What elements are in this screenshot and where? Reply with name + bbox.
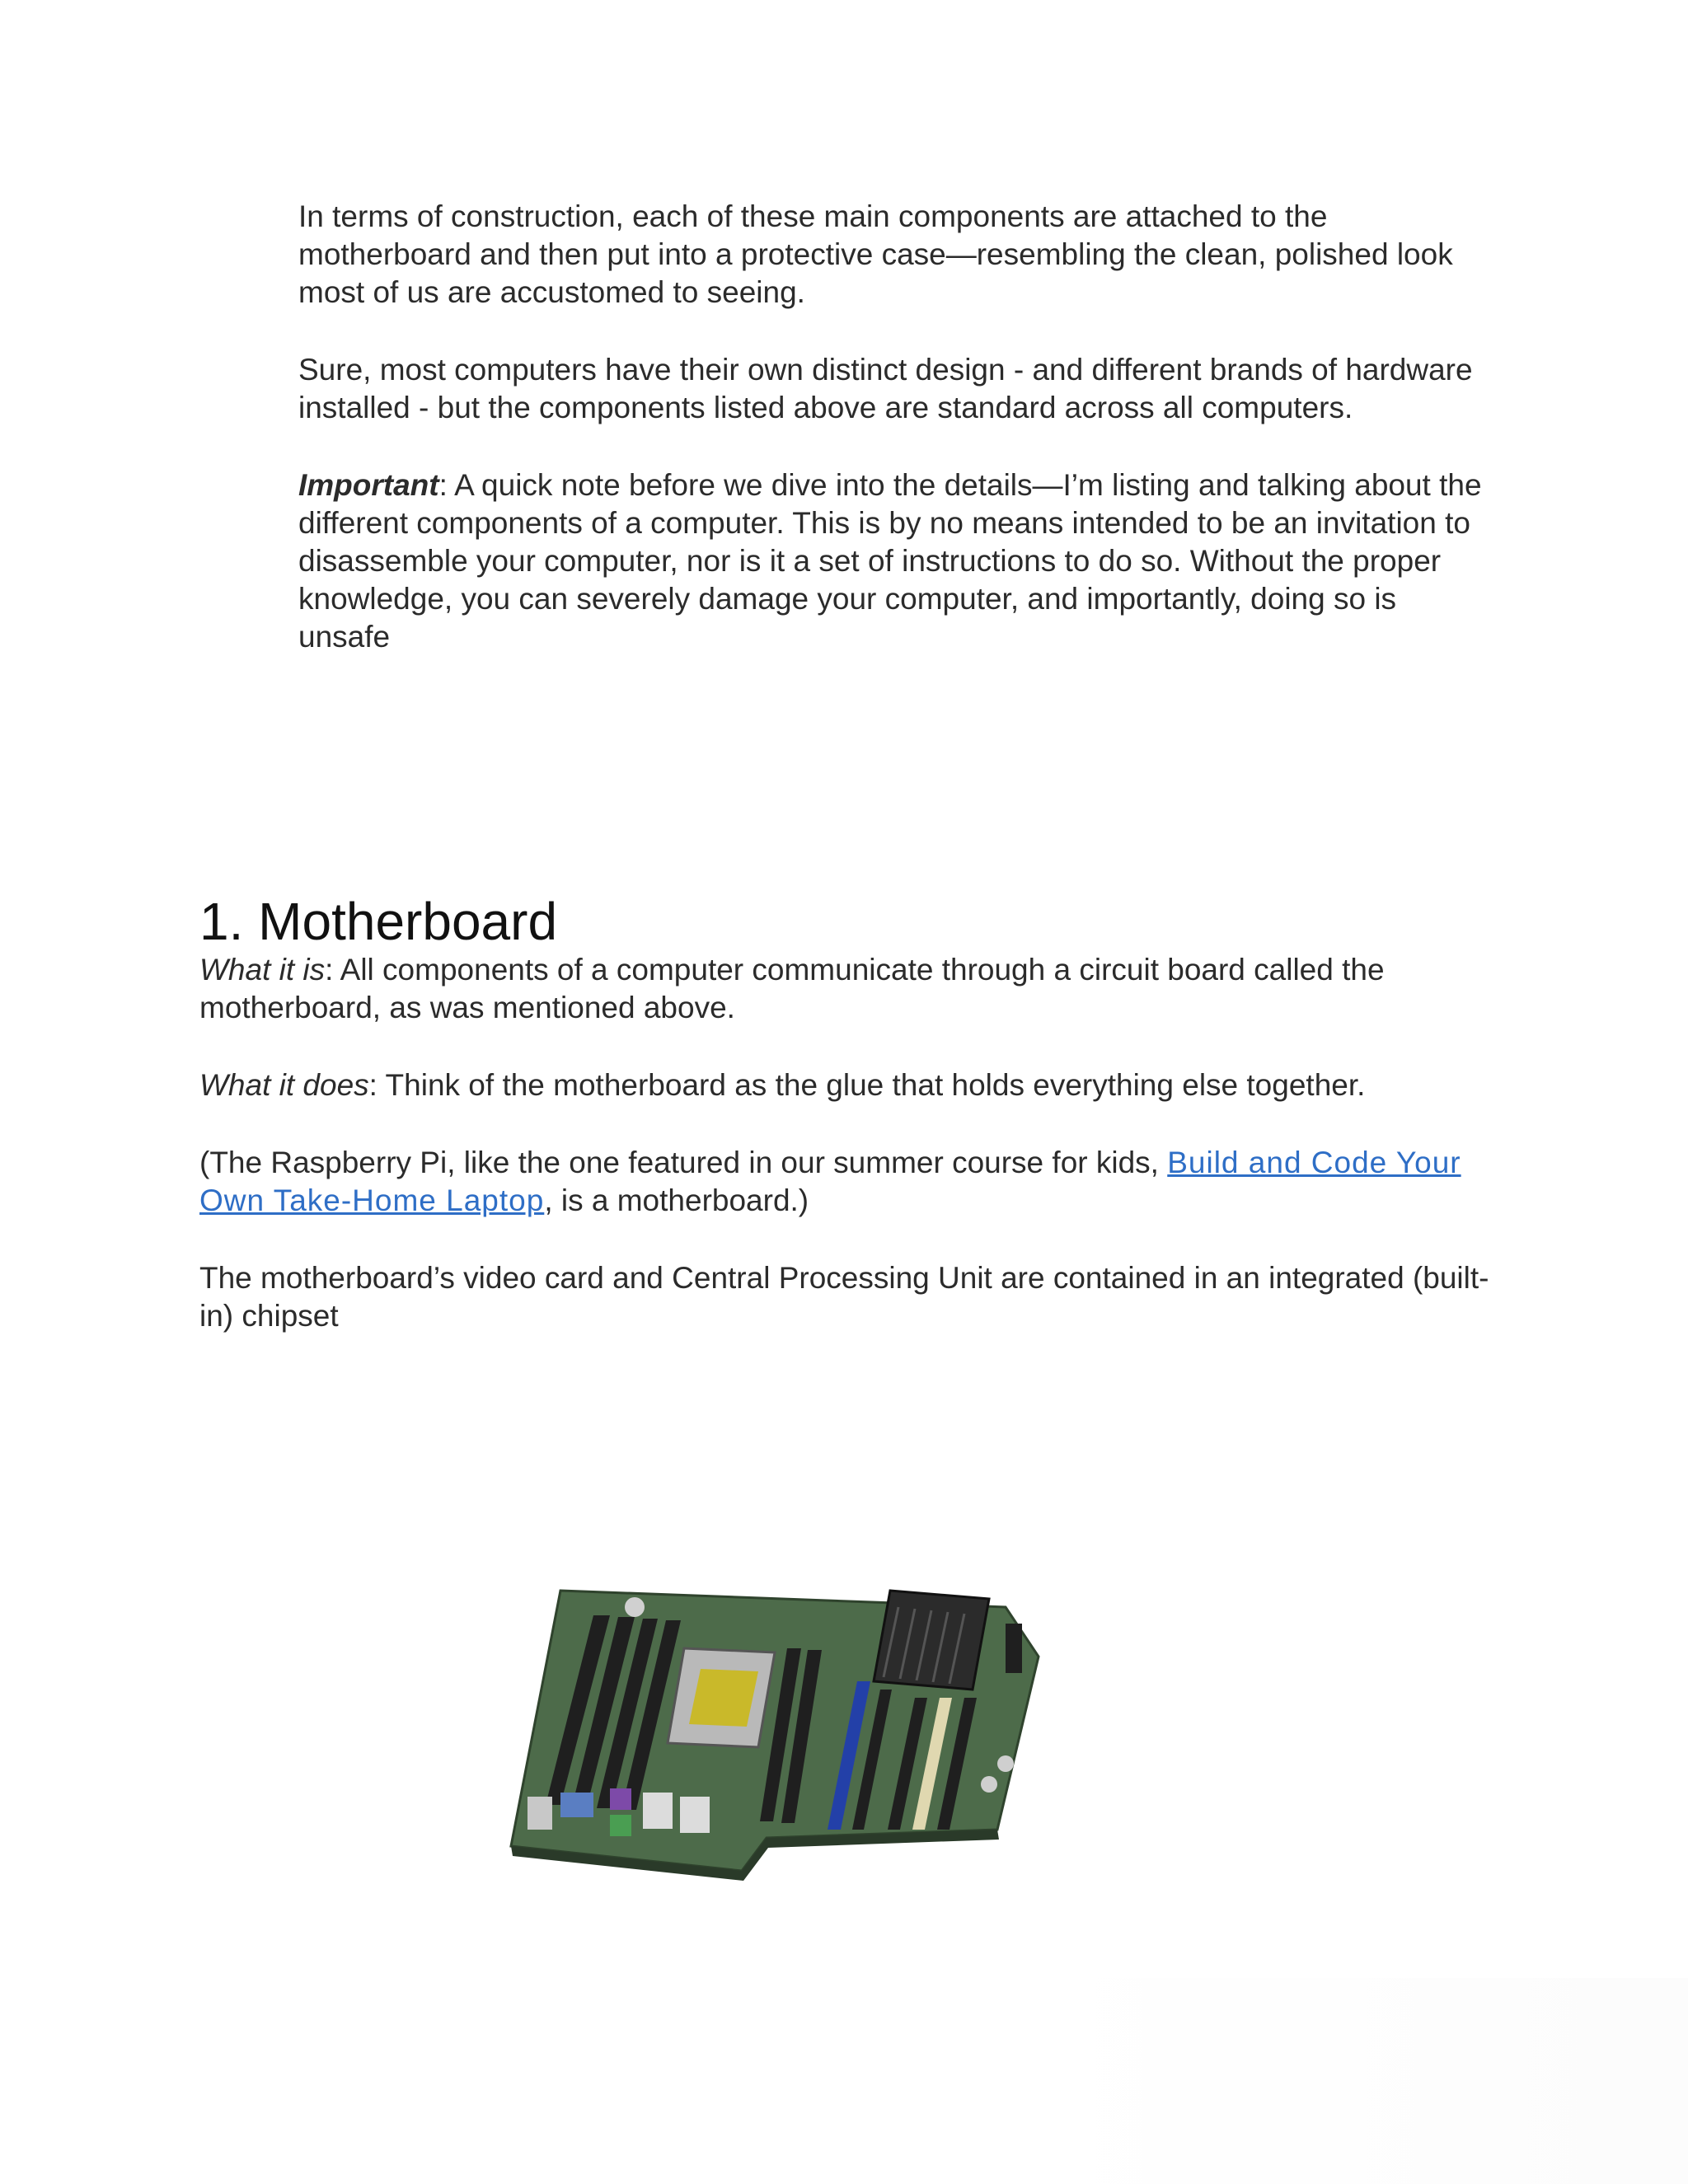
what-it-does-text: : Think of the motherboard as the glue that holds everything else together.: [368, 1068, 1366, 1102]
what-it-is-text: : All components of a computer communicate through a circuit board called the motherboard, as was mentioned above.: [199, 953, 1385, 1024]
what-it-does-label: What it does: [199, 1068, 369, 1102]
raspberry-post-text: , is a motherboard.): [544, 1183, 809, 1217]
motherboard-body: [199, 951, 1493, 1375]
intro-block: [298, 198, 1485, 696]
section-heading: 1. Motherboard: [199, 892, 558, 951]
design-paragraph: Sure, most computers have their own distinct design - and different brands of hardware installed - but the components listed above are standard across all computers.: [298, 353, 1473, 424]
important-text: : A quick note before we dive into the details—I’m listing and talking about the different components of a computer. This is by no means intended to be an invitation to disassemble your computer, nor is it a set of instructions to do so. Without the proper knowledge, you can severely damage your computer, and importantly, doing so is unsafe: [298, 468, 1482, 654]
construction-paragraph: In terms of construction, each of these main components are attached to the motherboard and then put into a protective case—resembling the clean, polished look most of us are accustomed to seeing.: [298, 199, 1453, 309]
motherboard-illustration: [495, 1558, 1055, 1920]
important-paragraph: [298, 466, 1485, 656]
motherboard-image: [495, 1558, 1055, 1920]
raspberry-paragraph: [199, 1144, 1493, 1220]
what-it-is-label: What it is: [199, 953, 326, 987]
what-it-does-paragraph: [199, 1066, 1493, 1104]
course-link[interactable]: Build and Code Your Own Take-Home Laptop: [199, 1146, 1461, 1217]
raspberry-pre-text: (The Raspberry Pi, like the one featured in our summer course for kids,: [199, 1146, 1168, 1179]
what-it-is-paragraph: [199, 951, 1493, 1027]
bottom-right-fade: [1039, 1978, 1688, 2184]
important-label: Important: [298, 468, 439, 502]
chipset-paragraph: The motherboard’s video card and Central Processing Unit are contained in an integrated (built-in) chipset: [199, 1261, 1489, 1333]
